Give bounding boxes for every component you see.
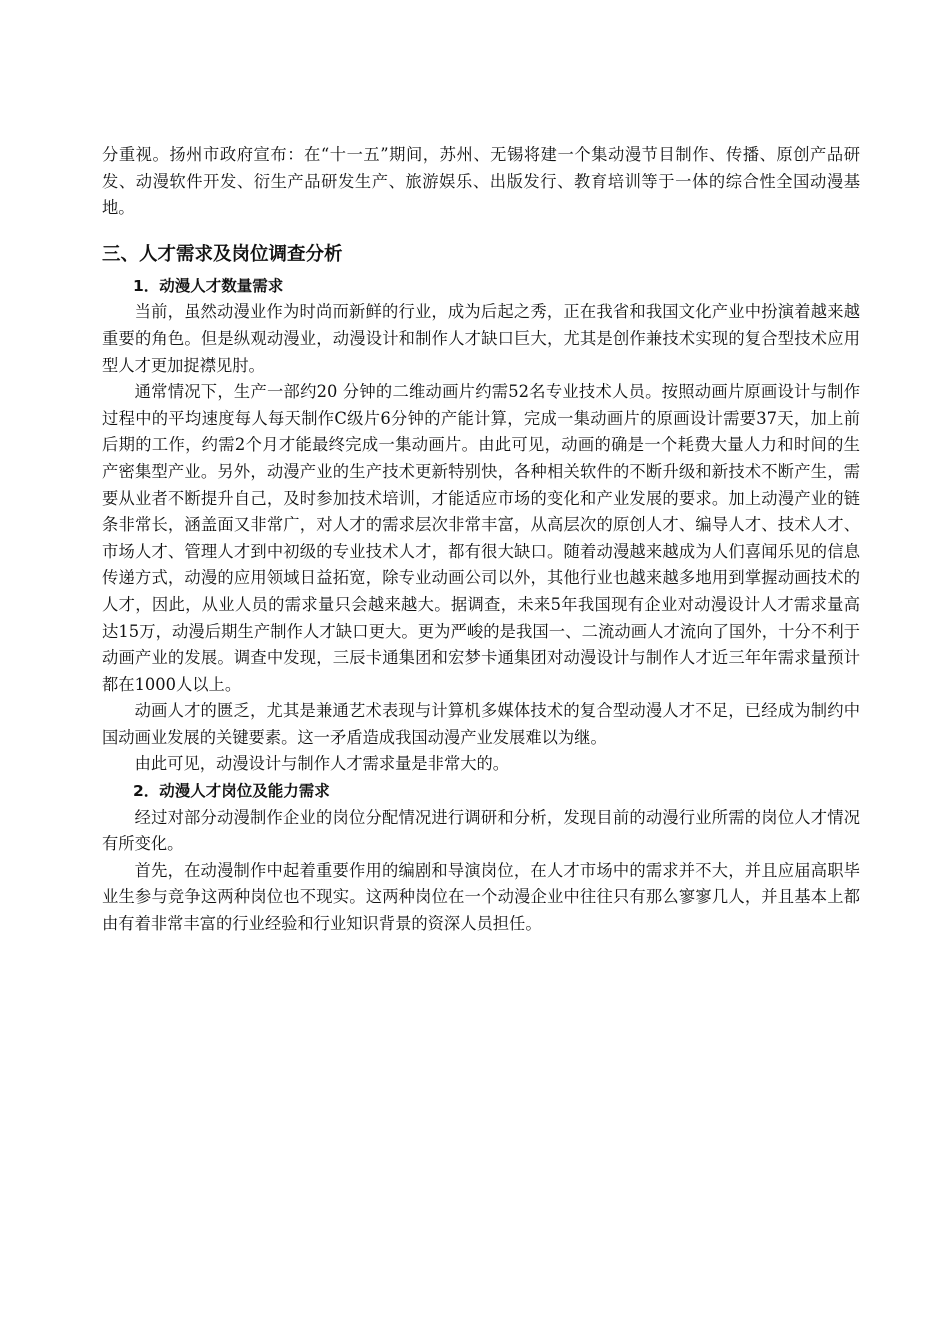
subsection-1-heading: 1．动漫人才数量需求 xyxy=(133,276,284,295)
section-3-heading: 三、人才需求及岗位调查分析 xyxy=(102,243,343,265)
body-paragraph: 首先，在动漫制作中起着重要作用的编剧和导演岗位，在人才市场中的需求并不大，并且应届高职毕业生参与竞争这两种岗位也不现实。这两种岗位在一个动漫企业中往往只有那么寥寥几人，并且基本上都由有着非常丰富的行业经验和行业知识背景的资深人员担任。 xyxy=(102,860,860,934)
body-paragraph: 经过对部分动漫制作企业的岗位分配情况进行调研和分析，发现目前的动漫行业所需的岗位人才情况有所变化。 xyxy=(102,807,860,854)
subsection-2-heading: 2．动漫人才岗位及能力需求 xyxy=(133,782,330,801)
document-page xyxy=(102,142,860,938)
body-paragraph: 当前，虽然动漫业作为时尚而新鲜的行业，成为后起之秀，正在我省和我国文化产业中扮演着越来越重要的角色。但是纵观动漫业，动漫设计和制作人才缺口巨大，尤其是创作兼技术实现的复合型技术应用型人才更加捉襟见肘。 xyxy=(102,302,860,375)
body-paragraph: 动画人才的匮乏，尤其是兼通艺术表现与计算机多媒体技术的复合型动漫人才不足，已经成为制约中国动画业发展的关键要素。这一矛盾造成我国动漫产业发展难以为继。 xyxy=(102,701,860,747)
body-paragraph: 由此可见，动漫设计与制作人才需求量是非常大的。 xyxy=(134,754,510,774)
intro-paragraph: 分重视。扬州市政府宣布：在“十一五”期间，苏州、无锡将建一个集动漫节目制作、传播、原创产品研发、动漫软件开发、衍生产品研发生产、旅游娱乐、出版发行、教育培训等于一体的综合性全国动漫基地。 xyxy=(102,145,860,218)
body-paragraph: 通常情况下，生产一部约20 分钟的二维动画片约需52名专业技术人员。按照动画片原画设计与制作过程中的平均速度每人每天制作C级片6分钟的产能计算，完成一集动画片的原画设计需要37天，加上前后期的工作，约需2个月才能最终完成一集动画片。由此可见，动画的确是一个耗费大量人力和时间的生产密集型产业。另外，动漫产业的生产技术更新特别快，各种相关软件的不断升级和新技术不断产生，需要从业者不断提升自己，及时参加技术培训，才能适应市场的变化和产业发展的要求。加上动漫产业的链条非常长，涵盖面又非常广，对人才的需求层次非常丰富，从高层次的原创人才、编导人才、技术人才、市场人才、管理人才到中初级的专业技术人才，都有很大缺口。随着动漫越来越成为人们喜闻乐见的信息传递方式，动漫的应用领域日益拓宽，除专业动画公司以外，其他行业也越来越多地用到掌握动画技术的人才，因此，从业人员的需求量只会越来越大。据调查，未来5年我国现有企业对动漫设计人才需求量高达15万，动漫后期生产制作人才缺口更大。更为严峻的是我国一、二流动画人才流向了国外，十分不利于动画产业的发展。调查中发现，三辰卡通集团和宏梦卡通集团对动漫设计与制作人才近三年年需求量预计都在1000人以上。 xyxy=(102,382,860,694)
